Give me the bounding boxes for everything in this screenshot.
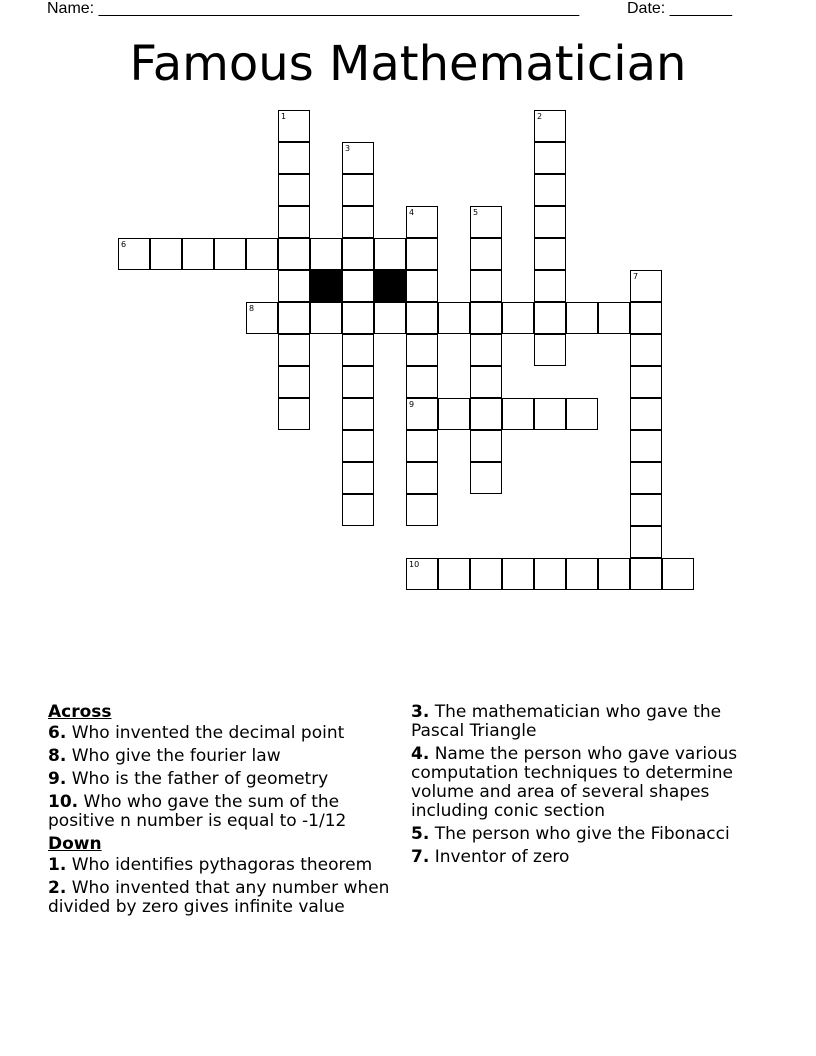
grid-cell[interactable] [278, 398, 310, 430]
grid-cell[interactable] [566, 302, 598, 334]
clue-number: 4. [411, 744, 430, 764]
grid-cell[interactable] [470, 302, 502, 334]
grid-cell[interactable] [310, 238, 342, 270]
clues-left-column [48, 703, 393, 921]
grid-cell[interactable] [342, 302, 374, 334]
grid-cell[interactable] [470, 430, 502, 462]
grid-cell[interactable] [534, 398, 566, 430]
page-title: Famous Mathematician [129, 36, 687, 92]
clue-number: 7. [411, 847, 430, 867]
clue-down-7 [411, 848, 771, 867]
grid-cell[interactable] [470, 558, 502, 590]
grid-cell[interactable] [246, 302, 278, 334]
grid-cell[interactable] [278, 110, 310, 142]
grid-cell[interactable] [502, 398, 534, 430]
grid-cell[interactable] [438, 302, 470, 334]
grid-cell[interactable] [534, 302, 566, 334]
grid-cell[interactable] [342, 462, 374, 494]
clue-number: 1. [48, 855, 67, 875]
grid-cell[interactable] [566, 398, 598, 430]
clue-number: 6. [48, 723, 67, 743]
grid-cell[interactable] [470, 366, 502, 398]
clue-text: Who give the fourier law [66, 746, 281, 766]
clue-number: 10. [48, 792, 79, 812]
grid-cell[interactable] [630, 430, 662, 462]
clue-number: 3. [411, 702, 430, 722]
down-heading: Down [48, 834, 102, 854]
cell-number: 6 [121, 240, 127, 249]
cell-number: 4 [409, 208, 415, 217]
clue-across-10 [48, 793, 393, 831]
grid-cell[interactable] [118, 238, 150, 270]
grid-cell[interactable] [470, 238, 502, 270]
grid-cell[interactable] [598, 302, 630, 334]
black-cell [374, 270, 406, 302]
grid-cell[interactable] [630, 526, 662, 558]
clue-down-1 [48, 856, 393, 875]
grid-cell[interactable] [406, 302, 438, 334]
clue-down-3 [411, 703, 771, 741]
clue-text: Who is the father of geometry [66, 769, 329, 789]
grid-cell[interactable] [662, 558, 694, 590]
cell-number: 1 [281, 112, 287, 121]
clue-number: 5. [411, 824, 430, 844]
grid-cell[interactable] [342, 494, 374, 526]
grid-cell[interactable] [534, 174, 566, 206]
grid-cell[interactable] [342, 398, 374, 430]
clue-number: 2. [48, 878, 67, 898]
grid-cell[interactable] [278, 270, 310, 302]
grid-cell[interactable] [342, 430, 374, 462]
grid-cell[interactable] [534, 270, 566, 302]
grid-cell[interactable] [502, 302, 534, 334]
clue-across-9 [48, 770, 393, 789]
grid-cell[interactable] [534, 110, 566, 142]
grid-cell[interactable] [342, 142, 374, 174]
clue-text: The mathematician who gave the Pascal Triangle [411, 702, 722, 741]
clue-number: 8. [48, 746, 67, 766]
grid-cell[interactable] [406, 366, 438, 398]
grid-cell[interactable] [278, 302, 310, 334]
grid-cell[interactable] [406, 270, 438, 302]
clue-text: Who identifies pythagoras theorem [66, 855, 373, 875]
grid-cell[interactable] [534, 238, 566, 270]
grid-cell[interactable] [630, 366, 662, 398]
clue-number: 9. [48, 769, 67, 789]
name-field[interactable]: Name: ______________________________________________________ [47, 0, 580, 17]
grid-cell[interactable] [342, 174, 374, 206]
grid-cell[interactable] [342, 238, 374, 270]
clue-text: Who invented the decimal point [66, 723, 345, 743]
clue-across-8 [48, 747, 393, 766]
cell-number: 9 [409, 400, 415, 409]
clue-text: Who invented that any number when divided by zero gives infinite value [48, 878, 390, 917]
grid-cell[interactable] [406, 462, 438, 494]
grid-cell[interactable] [470, 206, 502, 238]
clues-right-column [411, 703, 771, 871]
clue-down-5 [411, 825, 771, 844]
cell-number: 7 [633, 272, 639, 281]
grid-cell[interactable] [342, 270, 374, 302]
grid-cell[interactable] [278, 174, 310, 206]
grid-cell[interactable] [470, 462, 502, 494]
grid-cell[interactable] [342, 366, 374, 398]
clue-down-2 [48, 879, 393, 917]
grid-cell[interactable] [406, 238, 438, 270]
grid-cell[interactable] [406, 558, 438, 590]
grid-cell[interactable] [246, 238, 278, 270]
grid-cell[interactable] [406, 206, 438, 238]
grid-cell[interactable] [374, 238, 406, 270]
grid-cell[interactable] [438, 558, 470, 590]
cell-number: 8 [249, 304, 255, 313]
grid-cell[interactable] [534, 206, 566, 238]
grid-cell[interactable] [182, 238, 214, 270]
grid-cell[interactable] [566, 558, 598, 590]
grid-cell[interactable] [278, 366, 310, 398]
cell-number: 5 [473, 208, 479, 217]
grid-cell[interactable] [534, 558, 566, 590]
clue-text: Who who gave the sum of the positive n number is equal to -1/12 [48, 792, 347, 831]
across-heading: Across [48, 702, 112, 722]
grid-cell[interactable] [630, 494, 662, 526]
date-field[interactable]: Date: _______ [627, 0, 732, 17]
cell-number: 2 [537, 112, 543, 121]
grid-cell[interactable] [630, 270, 662, 302]
grid-cell[interactable] [534, 142, 566, 174]
grid-cell[interactable] [470, 334, 502, 366]
grid-cell[interactable] [630, 558, 662, 590]
grid-cell[interactable] [630, 398, 662, 430]
clue-down-4 [411, 745, 771, 821]
grid-cell[interactable] [214, 238, 246, 270]
grid-cell[interactable] [150, 238, 182, 270]
grid-cell[interactable] [406, 398, 438, 430]
clue-across-6 [48, 724, 393, 743]
grid-cell[interactable] [278, 142, 310, 174]
grid-cell[interactable] [342, 334, 374, 366]
grid-cell[interactable] [534, 334, 566, 366]
grid-cell[interactable] [630, 462, 662, 494]
grid-cell[interactable] [278, 206, 310, 238]
clue-text: Inventor of zero [429, 847, 570, 867]
grid-cell[interactable] [598, 558, 630, 590]
grid-cell[interactable] [630, 302, 662, 334]
grid-cell[interactable] [406, 494, 438, 526]
grid-cell[interactable] [438, 398, 470, 430]
clue-text: The person who give the Fibonacci [429, 824, 730, 844]
clue-text: Name the person who gave various computation techniques to determine volume and area of several shapes including conic section [411, 744, 738, 821]
grid-cell[interactable] [374, 302, 406, 334]
grid-cell[interactable] [470, 398, 502, 430]
grid-cell[interactable] [502, 558, 534, 590]
cell-number: 10 [409, 560, 420, 569]
grid-cell[interactable] [406, 430, 438, 462]
grid-cell[interactable] [342, 206, 374, 238]
grid-cell[interactable] [406, 334, 438, 366]
black-cell [310, 270, 342, 302]
cell-number: 3 [345, 144, 351, 153]
grid-cell[interactable] [310, 302, 342, 334]
grid-cell[interactable] [630, 334, 662, 366]
grid-cell[interactable] [278, 238, 310, 270]
grid-cell[interactable] [278, 334, 310, 366]
grid-cell[interactable] [470, 270, 502, 302]
